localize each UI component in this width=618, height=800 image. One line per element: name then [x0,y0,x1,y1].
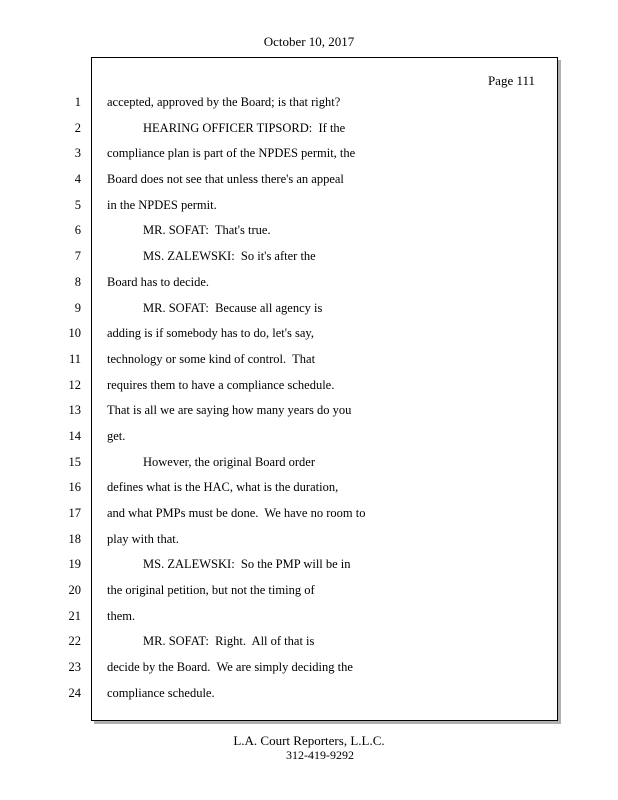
line-number: 3 [74,146,81,161]
line-number: 10 [68,326,81,341]
transcript-line: That is all we are saying how many years do you [107,403,352,418]
line-number: 15 [68,454,81,469]
transcript-line: the original petition, but not the timing of [107,583,315,598]
transcript-line: them. [107,608,136,623]
transcript-line: MR. SOFAT: Because all agency is [143,300,323,315]
line-number: 7 [74,249,81,264]
line-number: 11 [68,351,81,366]
line-number: 13 [68,403,81,418]
transcript-line: compliance plan is part of the NPDES permit, the [107,146,356,161]
line-number: 16 [68,480,81,495]
transcript-line: adding is if somebody has to do, let's say, [107,326,314,341]
footer-company: L.A. Court Reporters, L.L.C. [233,733,385,748]
line-number: 17 [68,506,81,520]
line-number-column [0,93,84,710]
line-number: 19 [68,557,81,572]
line-number: 23 [68,660,81,675]
transcript-line: accepted, approved by the Board; is that right? [107,95,341,109]
transcript-line: defines what is the HAC, what is the duration, [107,480,339,495]
line-number: 9 [74,300,81,315]
line-number: 1 [74,95,81,109]
transcript-line: MR. SOFAT: That's true. [143,223,271,238]
transcript-line: Board does not see that unless there's an appeal [107,172,344,187]
transcript-line: technology or some kind of control. That [107,351,316,366]
transcript-line: decide by the Board. We are simply deciding the [107,660,353,675]
line-number: 22 [68,634,81,649]
transcript-line: MR. SOFAT: Right. All of that is [143,634,315,649]
line-number: 18 [68,531,81,546]
line-number: 6 [74,223,81,238]
header-date: October 10, 2017 [263,34,355,49]
page-number: Page 111 [487,73,535,88]
transcript-line: Board has to decide. [107,274,210,289]
line-number: 12 [68,377,81,392]
transcript-line: get. [107,428,126,443]
line-number: 5 [74,197,81,212]
footer-phone: 312-419-9292 [286,748,354,762]
footer [0,733,618,763]
line-number: 14 [68,428,81,443]
transcript-line: However, the original Board order [143,454,316,469]
line-number: 20 [68,583,81,598]
line-number: 21 [68,608,81,623]
transcript-line: play with that. [107,531,179,546]
line-number: 8 [74,274,81,289]
transcript-line: MS. ZALEWSKI: So it's after the [143,249,316,264]
transcript-line: MS. ZALEWSKI: So the PMP will be in [143,557,351,572]
transcript-line: requires them to have a compliance schedule. [107,377,335,392]
transcript-line: and what PMPs must be done. We have no room to [107,506,366,520]
line-number: 2 [74,120,81,135]
line-number: 24 [68,685,81,700]
line-number: 4 [74,172,81,187]
transcript-line: compliance schedule. [107,685,215,700]
transcript-line: in the NPDES permit. [107,197,217,212]
transcript-line: HEARING OFFICER TIPSORD: If the [143,120,346,135]
transcript-text-column [107,93,547,710]
